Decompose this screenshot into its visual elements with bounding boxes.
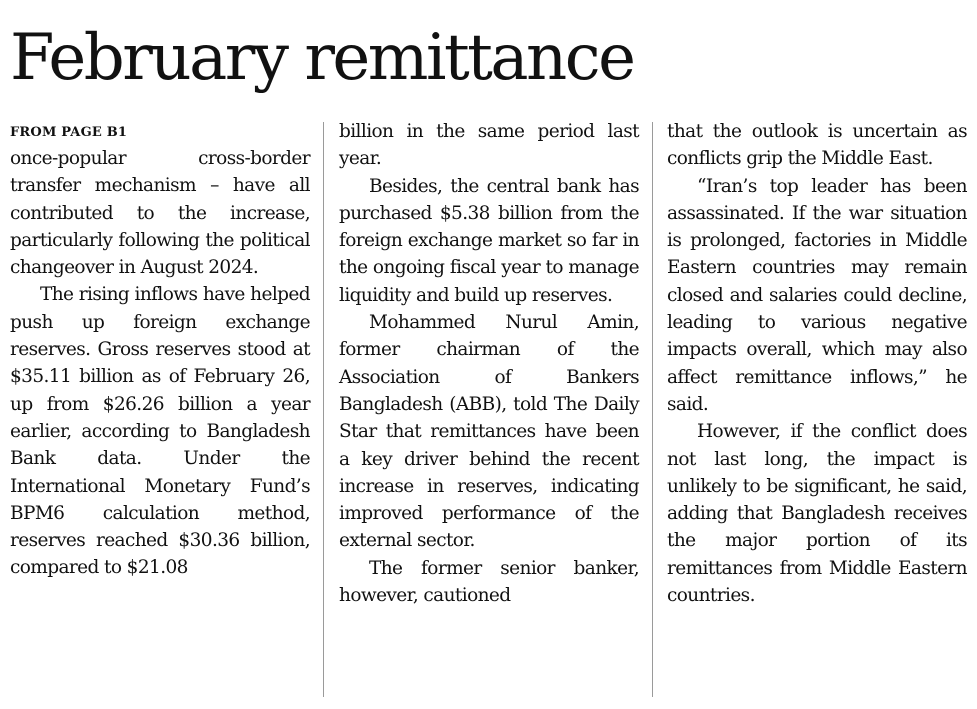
article-column-2 (339, 118, 639, 609)
headline: February remittance (10, 21, 634, 95)
paragraph: once-popular cross-border transfer mechanism – have all contributed to the increase, particularly following the political changeover in August 2024. (10, 148, 310, 279)
column-divider (323, 122, 324, 697)
article-column-3 (667, 118, 967, 609)
paragraph: Mohammed Nurul Amin, former chairman of the Association of Bankers Bangladesh (ABB), told The Daily Star that remittances have been a key driver behind the recent increase in reserves, indicating improved performance of the external sector. (339, 312, 639, 552)
paragraph: that the outlook is uncertain as conflicts grip the Middle East. (667, 121, 967, 170)
paragraph: billion in the same period last year. (339, 121, 639, 170)
paragraph: Besides, the central bank has purchased $5.38 billion from the foreign exchange market so far in the ongoing fiscal year to manage liquidity and build up reserves. (339, 175, 639, 306)
paragraph: The rising inflows have helped push up foreign exchange reserves. Gross reserves stood at $35.11 billion as of February 26, up from $26.26 billion a year earlier, according to Bangladesh Bank data. Under the International Monetary Fund’s BPM6 calculation method, reserves reached $30.36 billion, compared to $21.08 (10, 284, 310, 579)
article-column-1 (10, 118, 310, 582)
paragraph: “Iran’s top leader has been assassinated. If the war situation is prolonged, factories in Middle Eastern countries may remain closed and salaries could decline, leading to various negative impacts overall, which may also affect remittance inflows,” he said. (667, 175, 967, 415)
column-divider (652, 122, 653, 697)
paragraph: However, if the conflict does not last long, the impact is unlikely to be significant, he said, adding that Bangladesh receives the major portion of its remittances from Middle Eastern countries. (667, 421, 967, 607)
paragraph: The former senior banker, however, cautioned (339, 557, 639, 607)
continuation-kicker: FROM PAGE B1 (10, 125, 128, 140)
